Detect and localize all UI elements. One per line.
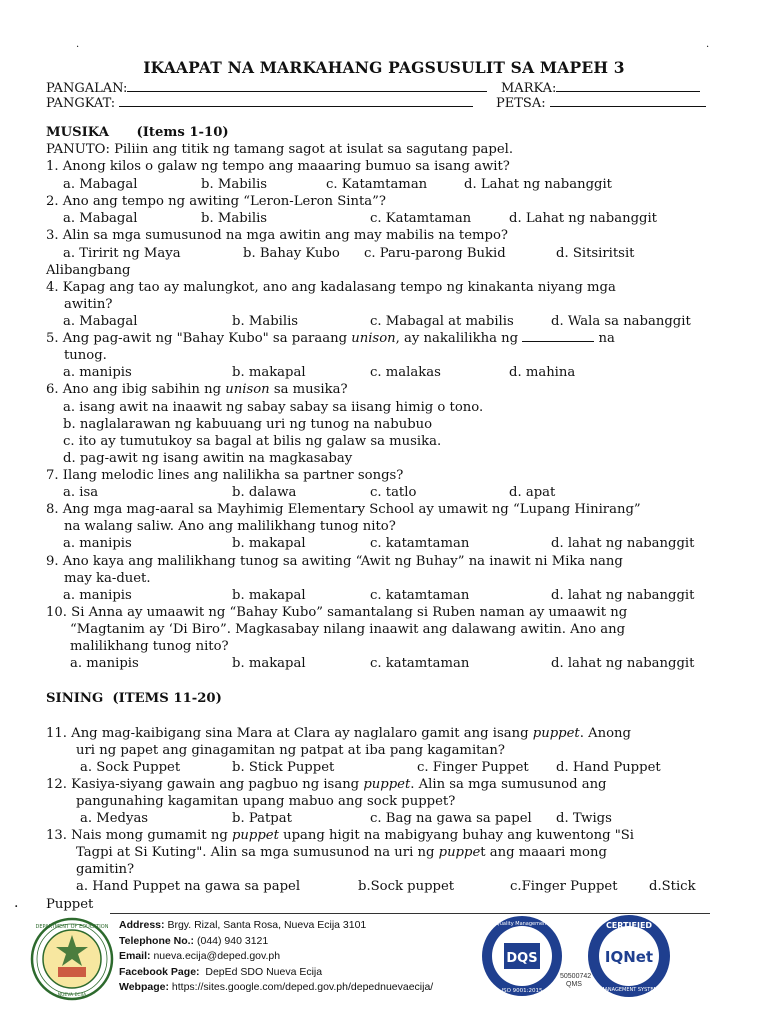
petsa-field[interactable] bbox=[550, 95, 706, 107]
iso-certification-logo bbox=[480, 913, 564, 1003]
q11-italic: puppet bbox=[532, 726, 580, 741]
petsa-label: PETSA: bbox=[496, 96, 546, 111]
exam-title: IKAAPAT NA MARKAHANG PAGSUSULIT SA MAPEH 3 bbox=[143, 58, 625, 77]
q8-option-b[interactable]: b. makapal bbox=[232, 536, 306, 551]
q7-option-a[interactable]: a. isa bbox=[63, 485, 99, 500]
q2-option-b[interactable]: b. Mabilis bbox=[201, 211, 268, 226]
question-12-cont: pangunahing kagamitan upang mabuo ang sock puppet? bbox=[76, 794, 456, 809]
q5-italic: unison bbox=[351, 331, 396, 346]
question-12 bbox=[46, 776, 607, 793]
svg-text:DEPARTMENT OF EDUCATION: DEPARTMENT OF EDUCATION bbox=[35, 924, 109, 930]
q13-option-a[interactable]: a. Hand Puppet na gawa sa papel bbox=[76, 879, 301, 894]
q13-cont-post: t ang maaari mong bbox=[480, 845, 607, 860]
q1-option-d[interactable]: d. Lahat ng nabanggit bbox=[464, 177, 612, 192]
panuto: PANUTO: Piliin ang titik ng tamang sagot at isulat sa sagutang papel. bbox=[46, 142, 514, 157]
q13-option-c[interactable]: c.Finger Puppet bbox=[510, 879, 618, 894]
svg-text:DQS: DQS bbox=[506, 951, 538, 966]
question-10-cont: “Magtanim ay ‘Di Biro”. Magkasabay nilang inaawit ang dalawang awitin. Ano ang bbox=[70, 622, 626, 637]
address-label: Address: bbox=[119, 919, 165, 931]
question-9: 9. Ano kaya ang malilikhang tunog sa awiting “Awit ng Buhay” na inawit ni Mika nang bbox=[46, 554, 623, 569]
contact-info bbox=[119, 918, 433, 996]
q11-text: 11. Ang mag-kaibigang sina Mara at Clara ay naglalaro gamit ang isang bbox=[46, 726, 533, 741]
q4-option-b[interactable]: b. Mabilis bbox=[232, 314, 299, 329]
q4-option-d[interactable]: d. Wala sa nabanggit bbox=[551, 314, 691, 329]
question-13-cont bbox=[76, 844, 607, 861]
question-5 bbox=[46, 330, 615, 347]
question-5-cont: tunog. bbox=[64, 348, 107, 363]
pangalan-label: PANGALAN: bbox=[46, 81, 128, 96]
q10-option-a[interactable]: a. manipis bbox=[70, 656, 139, 671]
q1-option-b[interactable]: b. Mabilis bbox=[201, 177, 268, 192]
question-6 bbox=[46, 381, 348, 398]
address-row bbox=[119, 918, 433, 934]
q12-text-post: . Alin sa mga sumusunod ang bbox=[410, 777, 607, 792]
q7-option-b[interactable]: b. dalawa bbox=[232, 485, 297, 500]
question-8-cont: na walang saliw. Ano ang malilikhang tunog nito? bbox=[64, 519, 396, 534]
q5-text-post: , ay nakalilikha ng bbox=[395, 331, 519, 346]
email-row bbox=[119, 949, 433, 965]
question-3: 3. Alin sa mga sumusunod na mga awitin ang may mabilis na tempo? bbox=[46, 228, 508, 243]
question-4: 4. Kapag ang tao ay malungkot, ano ang kadalasang tempo ng kinakanta niyang mga bbox=[46, 280, 616, 295]
q11-option-a[interactable]: a. Sock Puppet bbox=[80, 760, 181, 775]
q12-italic: puppet bbox=[363, 777, 411, 792]
musika-heading-label: MUSIKA bbox=[46, 125, 109, 140]
question-11 bbox=[46, 725, 631, 742]
question-13 bbox=[46, 827, 634, 844]
address-value: Brgy. Rizal, Santa Rosa, Nueva Ecija 3101 bbox=[167, 919, 367, 931]
sining-heading: SINING (ITEMS 11-20) bbox=[46, 691, 222, 706]
question-1: 1. Anong kilos o galaw ng tempo ang maaaring bumuo sa isang awit? bbox=[46, 159, 510, 174]
webpage-row bbox=[119, 980, 433, 996]
q3-option-d-cont: Alibangbang bbox=[46, 263, 131, 278]
question-8: 8. Ang mga mag-aaral sa Mayhimig Elementary School ay umawit ng “Lupang Hinirang” bbox=[46, 502, 641, 517]
q5-option-b[interactable]: b. makapal bbox=[232, 365, 306, 380]
corner-dot: . bbox=[76, 39, 80, 50]
q6-italic: unison bbox=[225, 382, 270, 397]
q2-option-a[interactable]: a. Mabagal bbox=[63, 211, 138, 226]
iqnet-top-text: CERTIFIED bbox=[605, 921, 653, 930]
q5-text-end: na bbox=[598, 331, 615, 346]
q6-text: 6. Ano ang ibig sabihin ng bbox=[46, 382, 226, 397]
iqnet-bottom-text: MANAGEMENT SYSTEM bbox=[600, 987, 658, 993]
q11-option-c[interactable]: c. Finger Puppet bbox=[417, 760, 529, 775]
email-label: Email: bbox=[119, 950, 151, 962]
q7-option-d[interactable]: d. apat bbox=[509, 485, 556, 500]
q13-cont-text: Tagpi at Si Kuting". Alin sa mga sumusunod na uri ng bbox=[76, 845, 439, 860]
q6-option-a[interactable]: a. isang awit na inaawit ng sabay sabay sa iisang himig o tono. bbox=[63, 400, 484, 415]
q13-cont-italic: puppe bbox=[438, 845, 481, 860]
q11-text-post: . Anong bbox=[579, 726, 631, 741]
q3-option-d[interactable]: d. Sitsiritsit bbox=[556, 246, 635, 261]
phone-value: (044) 940 3121 bbox=[196, 934, 269, 947]
q9-option-c[interactable]: c. katamtaman bbox=[370, 588, 470, 603]
q6-text-post: sa musika? bbox=[269, 382, 348, 397]
q11-option-d[interactable]: d. Hand Puppet bbox=[556, 760, 661, 775]
q6-option-d[interactable]: d. pag-awit ng isang awitin na magkasabay bbox=[63, 451, 353, 466]
q9-option-b[interactable]: b. makapal bbox=[232, 588, 306, 603]
iqnet-certified-logo bbox=[586, 913, 672, 1003]
question-9-cont: may ka-duet. bbox=[64, 571, 151, 586]
petsa-row bbox=[496, 95, 706, 112]
iso-top-text: Quality Management bbox=[495, 921, 549, 927]
iso-bottom-text: ISO 9001:2015 bbox=[501, 988, 543, 994]
facebook-row bbox=[119, 965, 433, 981]
q12-option-d[interactable]: d. Twigs bbox=[556, 811, 612, 826]
q5-option-a[interactable]: a. manipis bbox=[63, 365, 132, 380]
q6-option-b[interactable]: b. naglalarawan ng kabuuang uri ng tunog na nabubuo bbox=[63, 417, 433, 432]
phone-label: Telephone No.: bbox=[119, 934, 195, 947]
q3-option-a[interactable]: a. Tiririt ng Maya bbox=[63, 246, 181, 261]
pangkat-row bbox=[46, 95, 473, 112]
q4-option-a[interactable]: a. Mabagal bbox=[63, 314, 138, 329]
deped-seal-logo bbox=[30, 917, 114, 1005]
q8-option-c[interactable]: c. katamtaman bbox=[370, 536, 470, 551]
q1-option-a[interactable]: a. Mabagal bbox=[63, 177, 138, 192]
q10-option-b[interactable]: b. makapal bbox=[232, 656, 306, 671]
q8-option-a[interactable]: a. manipis bbox=[63, 536, 132, 551]
margin-dot: . bbox=[14, 895, 19, 911]
question-10: 10. Si Anna ay umaawit ng “Bahay Kubo” samantalang si Ruben naman ay umaawit ng bbox=[46, 605, 628, 620]
q13-italic: puppet bbox=[231, 828, 279, 843]
q2-option-c[interactable]: c. Katamtaman bbox=[370, 211, 472, 226]
q7-option-c[interactable]: c. tatlo bbox=[370, 485, 417, 500]
q10-option-c[interactable]: c. katamtaman bbox=[370, 656, 470, 671]
webpage-label: Webpage: bbox=[119, 981, 169, 993]
cert-code: QMS bbox=[566, 981, 582, 988]
phone-row bbox=[119, 934, 433, 950]
q2-option-d[interactable]: d. Lahat ng nabanggit bbox=[509, 211, 657, 226]
q12-option-c[interactable]: c. Bag na gawa sa papel bbox=[370, 811, 532, 826]
q6-option-c[interactable]: c. ito ay tumutukoy sa bagal at bilis ng galaw sa musika. bbox=[63, 434, 442, 449]
q5-text: 5. Ang pag-awit ng "Bahay Kubo" sa paraang bbox=[46, 331, 352, 346]
facebook-value[interactable]: DepEd SDO Nueva Ecija bbox=[205, 965, 323, 978]
q5-option-c[interactable]: c. malakas bbox=[370, 365, 441, 380]
q13-option-d[interactable]: d.Stick bbox=[649, 879, 696, 894]
marka-field[interactable] bbox=[556, 80, 700, 92]
q5-option-d[interactable]: d. mahina bbox=[509, 365, 576, 380]
corner-dot: . bbox=[706, 39, 710, 50]
webpage-link[interactable]: https://sites.google.com/deped.gov.ph/depednuevaecija/ bbox=[171, 981, 434, 993]
pangalan-field[interactable] bbox=[127, 80, 487, 92]
question-4-cont: awitin? bbox=[64, 297, 113, 312]
q3-option-b[interactable]: b. Bahay Kubo bbox=[243, 246, 340, 261]
q3-option-c[interactable]: c. Paru-parong Bukid bbox=[364, 246, 506, 261]
iqnet-brand: IQNet bbox=[604, 948, 654, 966]
marka-label: MARKA: bbox=[501, 81, 557, 96]
musika-heading bbox=[46, 124, 229, 141]
q9-option-a[interactable]: a. manipis bbox=[63, 588, 132, 603]
q12-text: 12. Kasiya-siyang gawain ang pagbuo ng isang bbox=[46, 777, 364, 792]
question-7: 7. Ilang melodic lines ang nalilikha sa partner songs? bbox=[46, 468, 404, 483]
question-13-cont2: gamitin? bbox=[76, 862, 135, 877]
q8-option-d[interactable]: d. lahat ng nabanggit bbox=[551, 536, 695, 551]
q12-option-a[interactable]: a. Medyas bbox=[80, 811, 149, 826]
q10-option-d[interactable]: d. lahat ng nabanggit bbox=[551, 656, 695, 671]
svg-text:NUEVA ECIJA: NUEVA ECIJA bbox=[57, 993, 87, 998]
email-value[interactable]: nueva.ecija@deped.gov.ph bbox=[153, 950, 281, 962]
question-2: 2. Ano ang tempo ng awiting “Leron-Leron Sinta”? bbox=[46, 194, 386, 209]
q13-text-post: upang higit na mabigyang buhay ang kuwentong "Si bbox=[278, 828, 635, 843]
q13-text: 13. Nais mong gumamit ng bbox=[46, 828, 232, 843]
question-11-cont: uri ng papet ang ginagamitan ng patpat at iba pang kagamitan? bbox=[76, 743, 505, 758]
q13-option-d-cont: Puppet bbox=[46, 897, 94, 912]
pangkat-field[interactable] bbox=[119, 95, 473, 107]
cert-number-value: 50500742 bbox=[560, 973, 592, 980]
q12-option-b[interactable]: b. Patpat bbox=[232, 811, 292, 826]
facebook-label: Facebook Page: bbox=[119, 965, 200, 978]
q5-blank[interactable] bbox=[522, 330, 594, 342]
q9-option-d[interactable]: d. lahat ng nabanggit bbox=[551, 588, 695, 603]
musika-items-label: (Items 1-10) bbox=[136, 125, 229, 140]
question-10-cont2: malilikhang tunog nito? bbox=[70, 639, 229, 654]
pangkat-label: PANGKAT: bbox=[46, 96, 116, 111]
q13-option-b[interactable]: b.Sock puppet bbox=[358, 879, 455, 894]
q11-option-b[interactable]: b. Stick Puppet bbox=[232, 760, 335, 775]
q1-option-c[interactable]: c. Katamtaman bbox=[326, 177, 428, 192]
q4-option-c[interactable]: c. Mabagal at mabilis bbox=[370, 314, 514, 329]
